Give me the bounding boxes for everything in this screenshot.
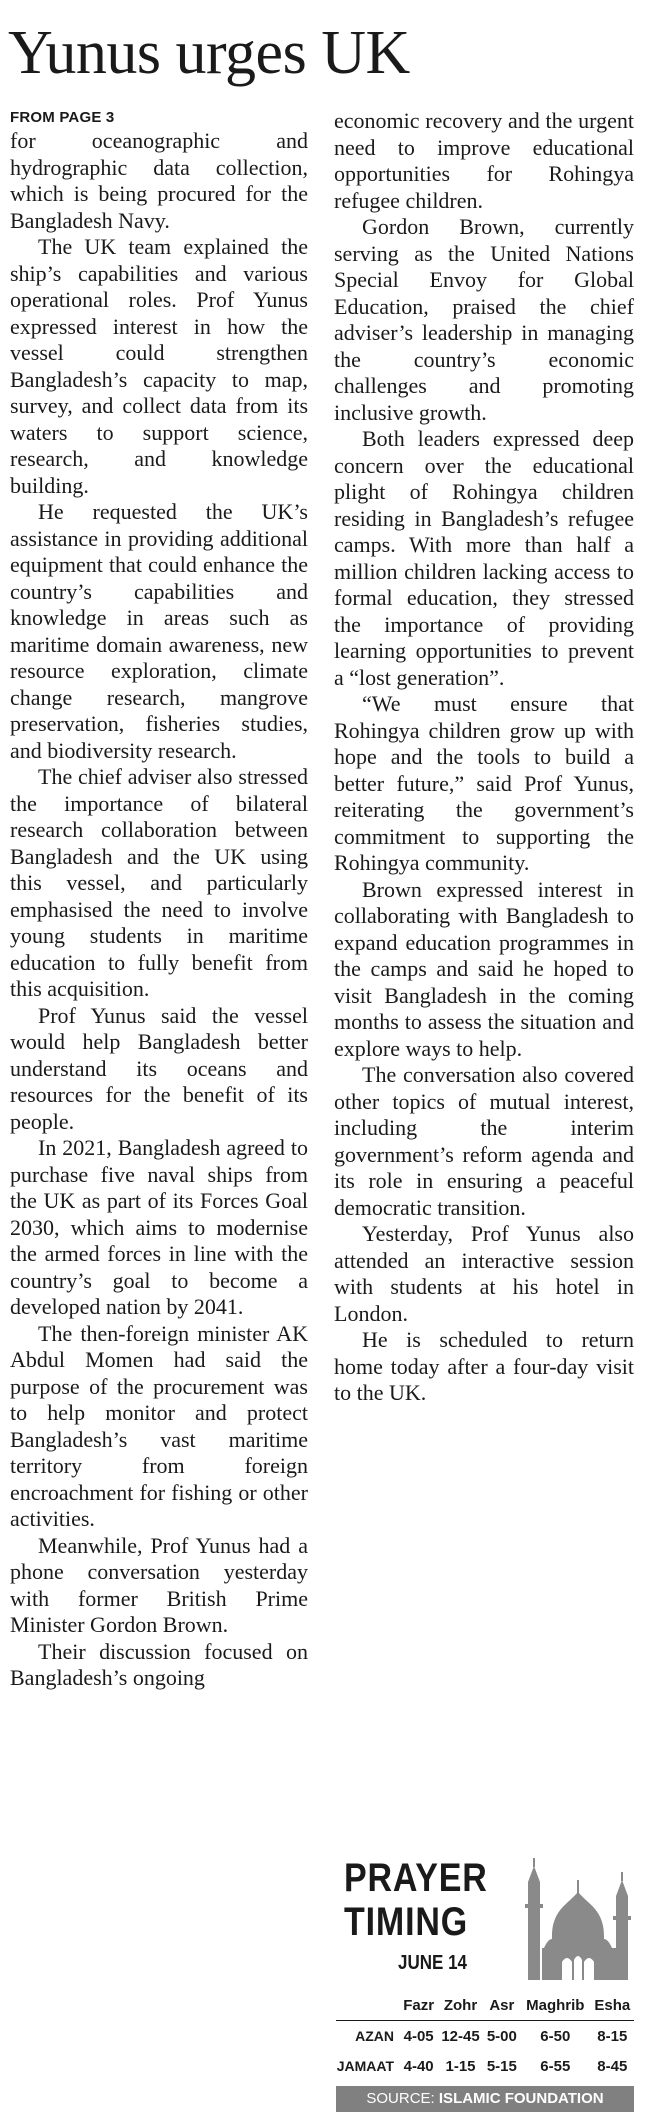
paragraph: for oceanographic and hydrographic data collection, which is being procured for the Bangladesh Navy. <box>10 128 308 233</box>
paragraph: He is scheduled to return home today after a four-day visit to the UK. <box>334 1327 634 1405</box>
prayer-times-table <box>336 1990 634 2081</box>
row-label: AZAN <box>355 2028 394 2044</box>
paragraph: The chief adviser also stressed the importance of bilateral research collaboration between Bangladesh and the UK using this vessel, and particularly emphasised the need to involve young students in maritime education to fully benefit from this acquisition. <box>10 764 308 1001</box>
paragraph: The conversation also covered other topics of mutual interest, including the interim government’s reform agenda and its role in ensuring a peaceful democratic transition. <box>334 1062 634 1220</box>
table-cell: 12-45 <box>441 2027 480 2045</box>
paragraph: The UK team explained the ship’s capabilities and various operational roles. Prof Yunus expressed interest in how the vessel could strengthen Bangladesh’s capacity to map, survey, and collect data from its waters to support science, research, and knowledge building. <box>10 234 308 498</box>
paragraph: “We must ensure that Rohingya children grow up with hope and the tools to build a better future,” said Prof Yunus, reiterating the government’s commitment to supporting the Rohingya community. <box>334 691 634 875</box>
row-label: JAMAAT <box>336 2058 394 2074</box>
table-row <box>336 2051 634 2081</box>
source-name: ISLAMIC FOUNDATION <box>438 2090 604 2107</box>
paragraph: Brown expressed interest in collaborating with Bangladesh to expand education programmes in the camps and said he hoped to visit Bangladesh in the coming months to assess the situation and explore ways to help. <box>334 876 634 1061</box>
table-header <box>336 1990 400 2021</box>
prayer-title-line: TIMING <box>344 1900 469 1944</box>
table-header: Zohr <box>443 1996 478 2014</box>
headline: Yunus urges UK <box>8 19 410 87</box>
table-header: Esha <box>594 1996 631 2014</box>
article-column-left <box>10 108 308 1692</box>
prayer-date: JUNE 14 <box>398 1952 467 1974</box>
article-column-right <box>334 108 634 1407</box>
paragraph: He requested the UK’s assistance in providing additional equipment that could enhance the country’s capabilities and knowledge in areas such as maritime domain awareness, new resource exploration, climate change research, mangrove preservation, fisheries studies, and biodiversity research. <box>10 499 308 763</box>
paragraph: Prof Yunus said the vessel would help Bangladesh better understand its oceans and resources for the benefit of its people. <box>10 1002 308 1134</box>
table-header: Maghrib <box>526 1996 585 2014</box>
continuation-kicker: FROM PAGE 3 <box>10 109 115 126</box>
paragraph: The then-foreign minister AK Abdul Momen had said the purpose of the procurement was to help monitor and protect Bangladesh’s vast maritime territory from foreign encroachment for fishing or other activities. <box>10 1320 308 1531</box>
table-header: Asr <box>489 1996 515 2014</box>
table-cell: 8-15 <box>597 2027 628 2045</box>
paragraph: economic recovery and the urgent need to improve educational opportunities for Rohingya refugee children. <box>334 108 634 213</box>
table-cell: 8-45 <box>597 2057 628 2075</box>
table-cell: 4-40 <box>403 2057 434 2075</box>
paragraph: In 2021, Bangladesh agreed to purchase five naval ships from the UK as part of its Forces Goal 2030, which aims to modernise the armed forces in line with the country’s goal to become a developed nation by 2041. <box>10 1135 308 1319</box>
table-cell: 5-00 <box>486 2027 517 2045</box>
source-label: SOURCE: <box>366 2090 435 2107</box>
prayer-timing-box <box>336 1848 634 2114</box>
paragraph: Yesterday, Prof Yunus also attended an interactive session with students at his hotel in London. <box>334 1221 634 1326</box>
table-cell: 4-05 <box>403 2027 434 2045</box>
prayer-title-line: PRAYER <box>344 1856 488 1900</box>
table-cell: 5-15 <box>486 2057 517 2075</box>
table-cell: 6-50 <box>540 2027 571 2045</box>
prayer-title <box>344 1856 488 1944</box>
mosque-icon <box>522 1852 634 1980</box>
paragraph: Meanwhile, Prof Yunus had a phone conversation yesterday with former British Prime Minister Gordon Brown. <box>10 1532 308 1637</box>
paragraph: Both leaders expressed deep concern over the educational plight of Rohingya children residing in Bangladesh’s refugee camps. With more than half a million children lacking access to formal education, they stressed the importance of providing learning opportunities to prevent a “lost generation”. <box>334 426 634 690</box>
table-header: Fazr <box>403 1996 435 2014</box>
table-cell: 6-55 <box>540 2057 571 2075</box>
paragraph: Their discussion focused on Bangladesh’s ongoing <box>10 1638 308 1690</box>
table-cell: 1-15 <box>445 2057 476 2075</box>
source-bar <box>336 2086 634 2112</box>
table-row <box>336 2021 634 2052</box>
paragraph: Gordon Brown, currently serving as the United Nations Special Envoy for Global Education, praised the chief adviser’s leadership in managing the country’s economic challenges and promoting inclusive growth. <box>334 214 634 425</box>
